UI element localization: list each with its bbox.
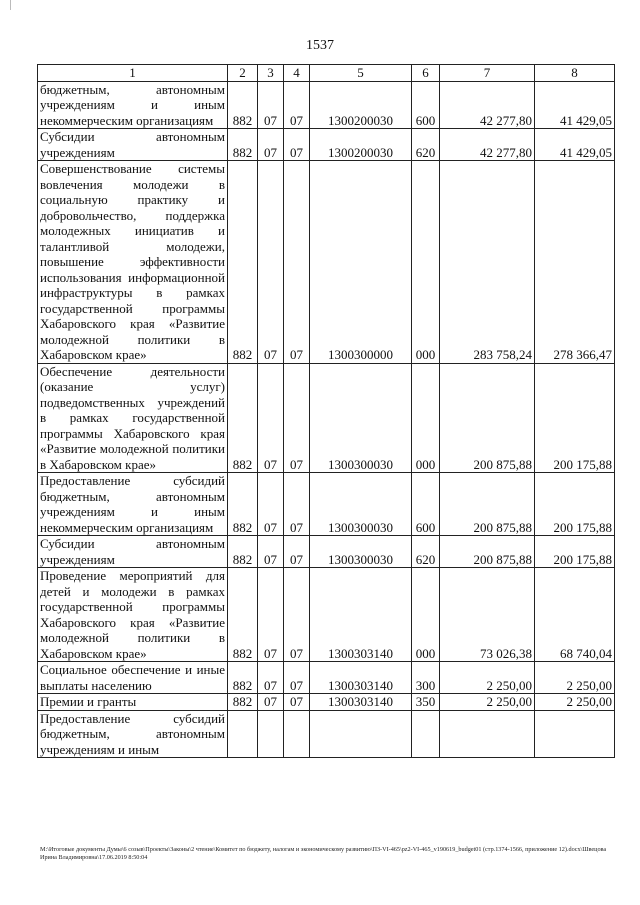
section-cell: 07: [258, 161, 284, 364]
column-header: 8: [535, 65, 615, 82]
planned-amount-cell: 200 875,88: [440, 536, 535, 568]
table-row: [38, 710, 615, 758]
section-cell: 07: [258, 81, 284, 129]
table-row: [38, 161, 615, 364]
section-cell: 07: [258, 129, 284, 161]
subsection-cell: 07: [284, 129, 310, 161]
expense-type-cell: [412, 710, 440, 758]
table-row: [38, 81, 615, 129]
subsection-cell: 07: [284, 694, 310, 711]
column-header: 4: [284, 65, 310, 82]
table-row: [38, 694, 615, 711]
table-row: [38, 473, 615, 536]
executed-amount-cell: 278 366,47: [535, 161, 615, 364]
expense-type-cell: 600: [412, 81, 440, 129]
admin-code-cell: 882: [228, 473, 258, 536]
row-name-cell: Субсидии автономным учреждениям: [38, 129, 228, 161]
planned-amount-cell: 2 250,00: [440, 694, 535, 711]
planned-amount-cell: 42 277,80: [440, 81, 535, 129]
expense-type-cell: 000: [412, 363, 440, 473]
target-article-cell: 1300200030: [310, 129, 412, 161]
column-header: 3: [258, 65, 284, 82]
subsection-cell: 07: [284, 161, 310, 364]
subsection-cell: 07: [284, 536, 310, 568]
page-number: 1537: [306, 38, 334, 53]
subsection-cell: 07: [284, 473, 310, 536]
column-header: 2: [228, 65, 258, 82]
planned-amount-cell: 73 026,38: [440, 568, 535, 662]
expense-type-cell: 620: [412, 129, 440, 161]
planned-amount-cell: [440, 710, 535, 758]
target-article-cell: 1300303140: [310, 568, 412, 662]
section-cell: 07: [258, 694, 284, 711]
executed-amount-cell: 200 175,88: [535, 536, 615, 568]
row-name-cell: Предоставление субсидий бюджетным, автономным учреждениям и иным некоммерческим организациям: [38, 473, 228, 536]
admin-code-cell: 882: [228, 129, 258, 161]
expense-type-cell: 350: [412, 694, 440, 711]
row-name-cell: Премии и гранты: [38, 694, 228, 711]
expense-type-cell: 000: [412, 161, 440, 364]
subsection-cell: 07: [284, 662, 310, 694]
executed-amount-cell: 2 250,00: [535, 694, 615, 711]
subsection-cell: [284, 710, 310, 758]
row-name-cell: Субсидии автономным учреждениям: [38, 536, 228, 568]
subsection-cell: 07: [284, 81, 310, 129]
target-article-cell: [310, 710, 412, 758]
table-row: [38, 568, 615, 662]
table-row: [38, 662, 615, 694]
column-header: 5: [310, 65, 412, 82]
section-cell: 07: [258, 363, 284, 473]
section-cell: 07: [258, 568, 284, 662]
planned-amount-cell: 200 875,88: [440, 363, 535, 473]
expense-type-cell: 600: [412, 473, 440, 536]
target-article-cell: 1300303140: [310, 694, 412, 711]
admin-code-cell: 882: [228, 694, 258, 711]
executed-amount-cell: 41 429,05: [535, 81, 615, 129]
admin-code-cell: 882: [228, 161, 258, 364]
expense-type-cell: 300: [412, 662, 440, 694]
budget-table: [37, 64, 615, 758]
section-cell: 07: [258, 662, 284, 694]
planned-amount-cell: 200 875,88: [440, 473, 535, 536]
table-row: [38, 129, 615, 161]
executed-amount-cell: 200 175,88: [535, 363, 615, 473]
row-name-cell: Совершенствование системы вовлечения молодежи в социальную практику и добровольчество, поддержка молодежных инициатив и талантливой молодежи, повышение эффективности использования информационной инфраструктуры в рамках государственной программы Хабаровского края «Развитие молодежной политики в Хабаровском крае»: [38, 161, 228, 364]
planned-amount-cell: 283 758,24: [440, 161, 535, 364]
expense-type-cell: 620: [412, 536, 440, 568]
row-name-cell: Социальное обеспечение и иные выплаты населению: [38, 662, 228, 694]
planned-amount-cell: 42 277,80: [440, 129, 535, 161]
row-name-cell: Обеспечение деятельности (оказание услуг) подведомственных учреждений в рамках государственной программы Хабаровского края «Развитие молодежной политики в Хабаровском крае»: [38, 363, 228, 473]
column-header: 7: [440, 65, 535, 82]
planned-amount-cell: 2 250,00: [440, 662, 535, 694]
file-path-footer: M:\Итоговые документы Думы\6 созыв\Проекты\Законы\2 чтение\Комитет по бюджету, налогам и экономическому развитию\ПЗ-VI-465\pz2-VI-465_v190619_budget01 (стр.1374-1566, приложение 12).docx\Швецова Ирина Владимировна\17.06.2019 8:50:04: [40, 846, 607, 861]
expense-type-cell: 000: [412, 568, 440, 662]
target-article-cell: 1300303140: [310, 662, 412, 694]
section-cell: 07: [258, 536, 284, 568]
table-row: [38, 363, 615, 473]
executed-amount-cell: [535, 710, 615, 758]
column-header: 1: [38, 65, 228, 82]
admin-code-cell: 882: [228, 568, 258, 662]
subsection-cell: 07: [284, 568, 310, 662]
column-header: 6: [412, 65, 440, 82]
admin-code-cell: 882: [228, 363, 258, 473]
row-name-cell: бюджетным, автономным учреждениям и иным некоммерческим организациям: [38, 81, 228, 129]
target-article-cell: 1300300030: [310, 536, 412, 568]
page-edge-mark: [0, 0, 11, 10]
table-header-row: [38, 65, 615, 82]
row-name-cell: Проведение мероприятий для детей и молодежи в рамках государственной программы Хабаровского края «Развитие молодежной политики в Хабаровском крае»: [38, 568, 228, 662]
subsection-cell: 07: [284, 363, 310, 473]
executed-amount-cell: 2 250,00: [535, 662, 615, 694]
admin-code-cell: 882: [228, 81, 258, 129]
executed-amount-cell: 200 175,88: [535, 473, 615, 536]
table-row: [38, 536, 615, 568]
admin-code-cell: 882: [228, 536, 258, 568]
row-name-cell: Предоставление субсидий бюджетным, автономным учреждениям и иным: [38, 710, 228, 758]
admin-code-cell: [228, 710, 258, 758]
section-cell: 07: [258, 473, 284, 536]
executed-amount-cell: 41 429,05: [535, 129, 615, 161]
admin-code-cell: 882: [228, 662, 258, 694]
executed-amount-cell: 68 740,04: [535, 568, 615, 662]
target-article-cell: 1300300030: [310, 473, 412, 536]
target-article-cell: 1300300030: [310, 363, 412, 473]
target-article-cell: 1300200030: [310, 81, 412, 129]
section-cell: [258, 710, 284, 758]
target-article-cell: 1300300000: [310, 161, 412, 364]
